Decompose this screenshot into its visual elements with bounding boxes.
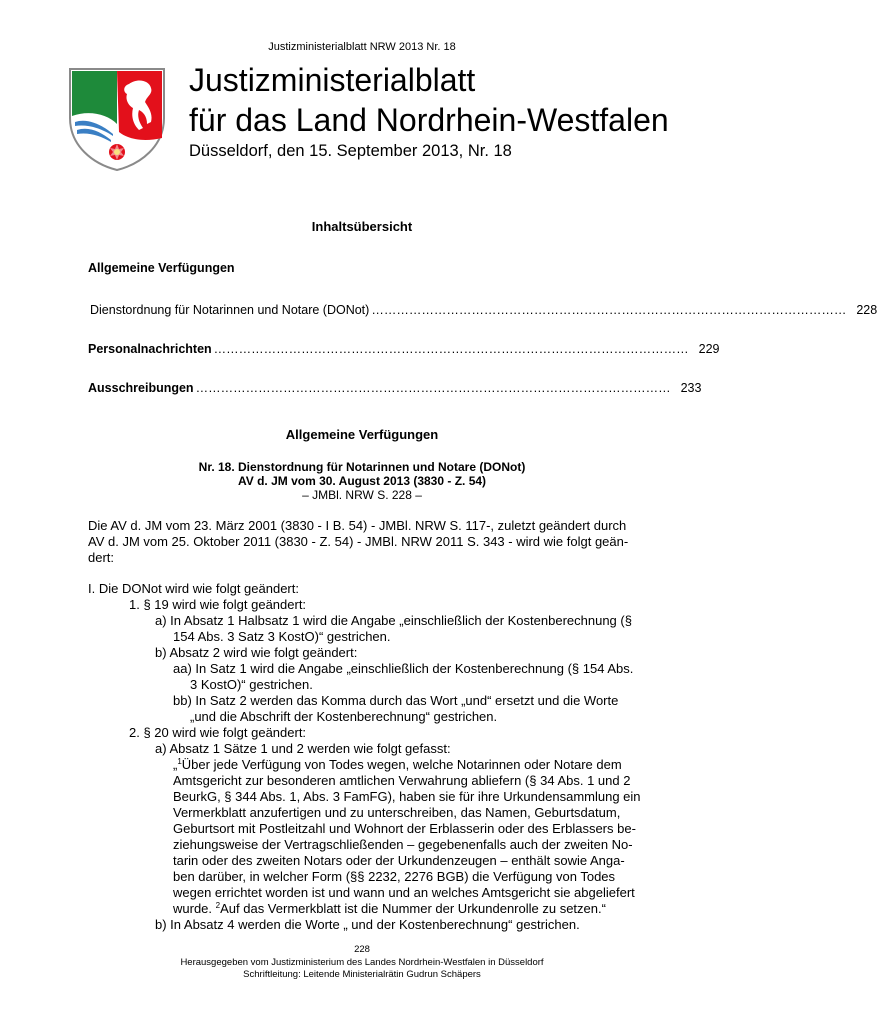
masthead-dateline: Düsseldorf, den 15. September 2013, Nr. 18 — [189, 142, 512, 160]
quoted-text: Auf das Vermerkblatt ist die Nummer der Urkundenrolle zu setzen.“ — [220, 901, 606, 916]
quoted-line: tarin oder des zweiten Notars oder der Urkundenzeugen – enthält sowie Anga- — [173, 853, 625, 868]
sentence-number: 1 — [177, 757, 182, 766]
quoted-line: Amtsgericht zur besonderen amtlichen Verwahrung abliefern (§ 34 Abs. 1 und 2 — [173, 773, 631, 788]
body-line: 3 KostO)“ gestrichen. — [190, 677, 313, 692]
intro-line: dert: — [88, 550, 115, 565]
intro-line: AV d. JM vom 25. Oktober 2011 (3830 - Z. 54) - JMBl. NRW 2011 S. 343 - wird wie folgt geän- — [88, 534, 629, 549]
quoted-line: wegen errichtet worden ist und wann und an welches Amtsgericht sie abgeliefert — [173, 885, 635, 900]
quoted-line: Geburtsort mit Postleitzahl und Wohnort der Erblasserin oder des Erblassers be- — [173, 821, 636, 836]
quoted-line: ziehungsweise der Vertragschließenden – gegebenenfalls auch der zweiten No- — [173, 837, 633, 852]
toc-entry-page: 233 — [680, 381, 702, 395]
toc-entry-label: Dienstordnung für Notarinnen und Notare (DONot) — [90, 303, 370, 317]
article-title-line1: Nr. 18. Dienstordnung für Notarinnen und Notare (DONot) — [198, 460, 526, 474]
article-section-heading: Allgemeine Verfügungen — [285, 427, 439, 442]
body-line: aa) In Satz 1 wird die Angabe „einschließlich der Kostenberechnung (§ 154 Abs. — [173, 661, 634, 676]
body-line: I. Die DONot wird wie folgt geändert: — [88, 581, 299, 596]
quoted-line — [173, 757, 622, 773]
body-line: a) Absatz 1 Sätze 1 und 2 werden wie folgt gefasst: — [155, 741, 451, 756]
toc-leader-dots: …………………………………………………………………………………………………… — [195, 381, 671, 395]
quoted-line — [173, 901, 606, 917]
toc-entry-page: 229 — [698, 342, 720, 356]
toc-entry-personalnachrichten[interactable] — [88, 341, 720, 357]
toc-heading: Inhaltsübersicht — [311, 219, 413, 234]
quoted-text: Über jede Verfügung von Todes wegen, welche Notarinnen oder Notare dem — [181, 757, 622, 772]
masthead-title-line2: für das Land Nordrhein-Westfalen — [189, 102, 669, 138]
body-line: „und die Abschrift der Kostenberechnung“ gestrichen. — [190, 709, 498, 724]
body-line: a) In Absatz 1 Halbsatz 1 wird die Angabe „einschließlich der Kostenberechnung (§ — [155, 613, 632, 628]
toc-entry-label: Personalnachrichten — [88, 342, 212, 356]
body-line: 154 Abs. 3 Satz 3 KostO)“ gestrichen. — [173, 629, 391, 644]
body-line: b) In Absatz 4 werden die Worte „ und der Kostenberechnung“ gestrichen. — [155, 917, 580, 932]
toc-leader-dots: …………………………………………………………………………………………………… — [213, 342, 689, 356]
toc-entry-label: Ausschreibungen — [88, 381, 194, 395]
quoted-line: ben darüber, in welcher Form (§§ 2232, 2276 BGB) die Verfügung von Todes — [173, 869, 616, 884]
quoted-text: wurde. — [173, 901, 213, 916]
toc-section-heading: Allgemeine Verfügungen — [88, 261, 235, 275]
body-line: bb) In Satz 2 werden das Komma durch das Wort „und“ ersetzt und die Worte — [173, 693, 619, 708]
toc-entry-ausschreibungen[interactable] — [88, 380, 702, 396]
intro-line: Die AV d. JM vom 23. März 2001 (3830 - I B. 54) - JMBl. NRW S. 117-, zuletzt geändert durch — [88, 518, 627, 533]
footer-editor: Schriftleitung: Leitende Ministerialrätin Gudrun Schäpers — [243, 969, 481, 980]
body-line: 1. § 19 wird wie folgt geändert: — [129, 597, 307, 612]
toc-entry-donot[interactable] — [90, 302, 877, 318]
toc-entry-page: 228 — [856, 303, 877, 317]
footer-publisher: Herausgegeben vom Justizministerium des Landes Nordrhein-Westfalen in Düsseldorf — [180, 957, 544, 968]
toc-leader-dots: …………………………………………………………………………………………………… — [371, 303, 847, 317]
article-citation: – JMBl. NRW S. 228 – — [302, 488, 422, 502]
body-line: 2. § 20 wird wie folgt geändert: — [129, 725, 307, 740]
body-line: b) Absatz 2 wird wie folgt geändert: — [155, 645, 358, 660]
quote-open-mark: „ — [173, 757, 178, 772]
nrw-coat-of-arms-icon — [67, 66, 167, 172]
footer-page-number: 228 — [354, 944, 370, 955]
running-head: Justizministerialblatt NRW 2013 Nr. 18 — [268, 41, 456, 53]
masthead-title-line1: Justizministerialblatt — [189, 62, 476, 98]
quoted-line: BeurkG, § 344 Abs. 1, Abs. 3 FamFG), haben sie für ihre Urkundensammlung ein — [173, 789, 641, 804]
quoted-line: Vermerkblatt anzufertigen und zu unterschreiben, das Namen, Geburtsdatum, — [173, 805, 621, 820]
article-title-line2: AV d. JM vom 30. August 2013 (3830 - Z. 54) — [237, 474, 487, 488]
sentence-number: 2 — [215, 901, 221, 910]
